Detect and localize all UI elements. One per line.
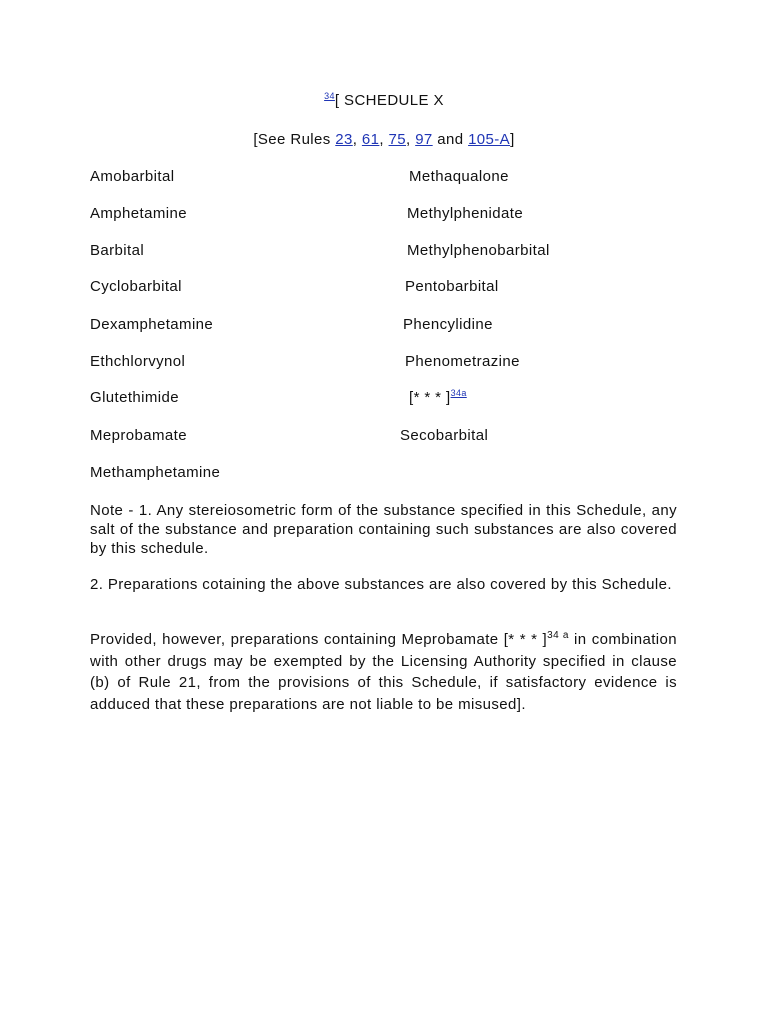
substance-right: Methylphenidate (407, 205, 524, 222)
substance-right: Methylphenobarbital (407, 242, 550, 259)
substance-left: Ethchlorvynol (90, 353, 186, 370)
rules-suffix: ] (510, 131, 515, 148)
rule-link-105a[interactable]: 105-A (468, 131, 511, 148)
footnote-link-34a[interactable]: 34a (450, 388, 467, 398)
rule-link-61[interactable]: 61 (361, 131, 380, 148)
substance-left: Amphetamine (90, 205, 187, 222)
rule-link-97[interactable]: 97 (415, 131, 433, 148)
title-text: [ SCHEDULE X (334, 92, 444, 109)
substance-left: Glutethimide (90, 389, 180, 406)
substance-left: Dexamphetamine (90, 316, 214, 333)
schedule-title (0, 92, 768, 109)
substance-right-omitted (409, 389, 467, 406)
rules-and: and (432, 131, 469, 148)
substance-left: Methamphetamine (90, 464, 221, 481)
rules-reference: [See Rules 23, 61, 75, 97 and 105-A] (253, 131, 515, 148)
note-2: 2. Preparations cotaining the above substances are also covered by this Schedule. (90, 576, 672, 593)
footnote-link-34[interactable]: 34 (324, 91, 335, 101)
substance-right: Pentobarbital (405, 278, 499, 295)
substance-right: Phenometrazine (405, 353, 520, 370)
substance-right: Methaqualone (409, 168, 509, 185)
proviso-start: Provided, however, preparations containing Meprobamate [* * * ] (90, 631, 548, 648)
substance-left: Meprobamate (90, 427, 187, 444)
proviso-end: in combination with other drugs may be exempted by the Licensing Authority specified in clause (b) of Rule 21, from the provisions of this Schedule, if satisfactory evidence is adduced that these preparations are not liable to be misused]. (90, 631, 677, 713)
rule-link-75[interactable]: 75 (388, 131, 407, 148)
substance-left: Cyclobarbital (90, 278, 182, 295)
substance-right: Phencylidine (403, 316, 493, 333)
note-1: Note - 1. Any stereiosometric form of the substance specified in this Schedule, any salt of the substance and preparation containing such substances are also covered by this schedule. (90, 502, 677, 557)
rule-link-23[interactable]: 23 (335, 131, 353, 148)
substance-right: Secobarbital (400, 427, 489, 444)
proviso-footnote: 34 a (547, 630, 569, 641)
omission-marker: [* * * ] (409, 389, 451, 406)
proviso-paragraph (90, 629, 677, 715)
substance-left: Amobarbital (90, 168, 175, 185)
substance-left: Barbital (90, 242, 145, 259)
rules-prefix: [See Rules (253, 131, 336, 148)
